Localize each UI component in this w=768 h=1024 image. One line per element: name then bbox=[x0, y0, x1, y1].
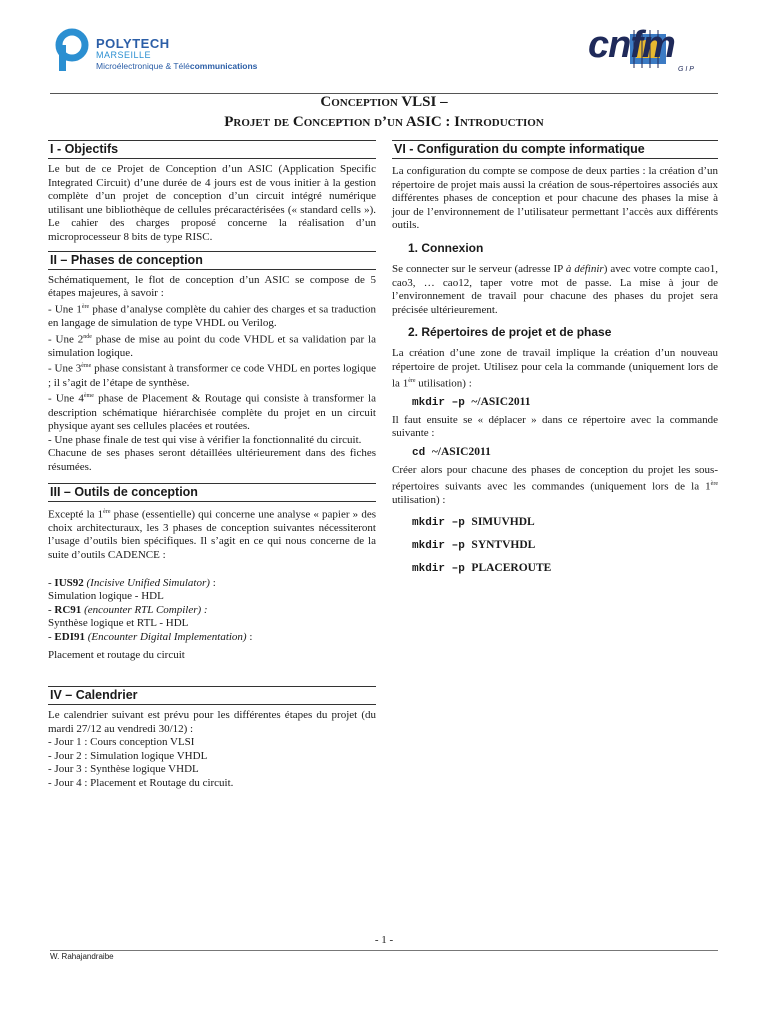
section-heading-calendrier: IV – Calendrier bbox=[48, 686, 376, 705]
objectifs-text: Le but de ce Projet de Conception d’un ASIC (Application Specific Integrated Circuit) d’une durée de 4 jours est de vous initier à la gestion complète d’un projet de conception d’un circuit intégré numérique utilisant une bibliothèque de cellules précaractérisées (« standard cells »). Le cahier des charges proposé concerne la réalisation d’un microprocesseur 8 bits de type RISC. bbox=[48, 163, 376, 243]
calendar-day-3: - Jour 3 : Synthèse logique VHDL bbox=[48, 763, 199, 776]
calendrier-text: Le calendrier suivant est prévu pour les différentes étapes du projet (du mardi 27/12 au vendredi 30/12) : bbox=[48, 709, 376, 735]
command-cd-asic: cd ~/ASIC2011 bbox=[412, 445, 491, 459]
phases-intro: Schématiquement, le flot de conception d’un ASIC se compose de 5 étapes majeures, à savoir : bbox=[48, 273, 376, 300]
polytech-swirl-icon bbox=[52, 27, 92, 73]
tool-ius92: - IUS92 (Incisive Unified Simulator) : bbox=[48, 576, 216, 589]
connexion-text: Se connecter sur le serveur (adresse IP à définir) avec votre compte cao1, cao3, … cao12, taper votre mot de passe. La mise à jour de l’environnement de travail pour chacune des phases du projet sera précisée ultérieurement. bbox=[392, 262, 718, 316]
cnfm-text: cnfm bbox=[588, 24, 675, 66]
phase-item-2: - Une 2nde phase de mise au point du code VHDL et sa validation par la simulation logique. bbox=[48, 333, 376, 359]
doc-title-line2: Projet de Conception d’un ASIC : Introduction bbox=[224, 114, 544, 130]
subdirs-text: Créer alors pour chacune des phases de conception du projet les sous-répertoires suivants avec les commandes (uniquement lors de la 1ère utilisation) : bbox=[392, 463, 718, 506]
subsection-repertoires: 2. Répertoires de projet et de phase bbox=[408, 325, 612, 340]
section-heading-configuration: VI - Configuration du compte informatique bbox=[392, 140, 718, 159]
tool-rc91: - RC91 (encounter RTL Compiler) : bbox=[48, 603, 208, 616]
calendar-day-1: - Jour 1 : Cours conception VLSI bbox=[48, 736, 195, 749]
section-heading-objectifs: I - Objectifs bbox=[48, 140, 376, 159]
phase-item-3: - Une 3ème phase consistant à transformer ce code VHDL en portes logique ; il s’agit de l’étape de synthèse. bbox=[48, 363, 376, 389]
tool-ius92-use: Simulation logique - HDL bbox=[48, 590, 164, 603]
polytech-subtitle: Microélectronique & Télécommunications bbox=[96, 61, 258, 71]
command-mkdir-placeroute: mkdir –p PLACEROUTE bbox=[412, 562, 552, 576]
repertoires-text: La création d’une zone de travail implique la création d’un nouveau répertoire de projet. Utilisez pour cela la commande (uniquement lors de la 1ère utilisation) : bbox=[392, 347, 718, 390]
polytech-name: POLYTECH bbox=[96, 36, 170, 51]
cnfm-gip: G I P bbox=[678, 66, 694, 73]
phase-item-5: - Une phase finale de test qui vise à vérifier la fonctionnalité du circuit. bbox=[48, 433, 362, 446]
cnfm-logo bbox=[586, 26, 716, 78]
subsection-connexion: 1. Connexion bbox=[408, 240, 484, 255]
command-mkdir-asic: mkdir –p ~/ASIC2011 bbox=[412, 395, 531, 409]
footer-divider bbox=[50, 950, 718, 951]
polytech-city: MARSEILLE bbox=[96, 50, 152, 60]
right-column bbox=[392, 140, 718, 580]
phase-item-1: - Une 1ère phase d’analyse complète du cahier des charges et sa traduction en langage de simulation de type VHDL ou Verilog. bbox=[48, 303, 376, 329]
calendar-day-4: - Jour 4 : Placement et Routage du circuit. bbox=[48, 777, 234, 790]
left-column bbox=[48, 140, 376, 791]
tool-edi91: - EDI91 (Encounter Digital Implementation) : bbox=[48, 630, 253, 643]
tool-rc91-use: Synthèse logique et RTL - HDL bbox=[48, 617, 189, 630]
phases-closing: Chacune de ses phases seront détaillées ultérieurement dans des fiches résumées. bbox=[48, 447, 376, 473]
tool-edi91-use: Placement et routage du circuit bbox=[48, 648, 185, 661]
phase-item-4: - Une 4ème phase de Placement & Routage qui consiste à transformer la description schématique hiérarchisée complète du projet en un circuit physique ayant ses cellules placées et routées. bbox=[48, 392, 376, 433]
command-mkdir-syntvhdl: mkdir –p SYNTVHDL bbox=[412, 539, 536, 553]
calendar-day-2: - Jour 2 : Simulation logique VHDL bbox=[48, 749, 208, 762]
polytech-logo bbox=[52, 27, 282, 77]
section-heading-outils: III – Outils de conception bbox=[48, 483, 376, 502]
doc-title-line1: Conception VLSI – bbox=[320, 94, 448, 110]
outils-text: Excepté la 1ère phase (essentielle) qui concerne une analyse « papier » des choix architecturaux, les 3 phases de conception suivantes nécessiteront l’usage d’outils bien spécifiques. Il s’agit en ce qui nous concerne de la suite d’outils CADENCE : bbox=[48, 508, 376, 561]
configuration-text: La configuration du compte se compose de deux parties : la création d’un répertoire de projet mais aussi la création de sous-répertoires associés aux différentes phases de conception et pour chacune des phases la mise à jour de l’environnement de l’utilisateur permettant l’accès aux différents outils. bbox=[392, 165, 718, 232]
command-mkdir-simuvhdl: mkdir –p SIMUVHDL bbox=[412, 516, 535, 530]
section-heading-phases: II – Phases de conception bbox=[48, 251, 376, 270]
repertoires-move-text: Il faut ensuite se « déplacer » dans ce répertoire avec la commande suivante : bbox=[392, 413, 718, 440]
page-number: - 1 - bbox=[374, 934, 394, 946]
author-name: W. Rahajandraibe bbox=[50, 952, 114, 961]
